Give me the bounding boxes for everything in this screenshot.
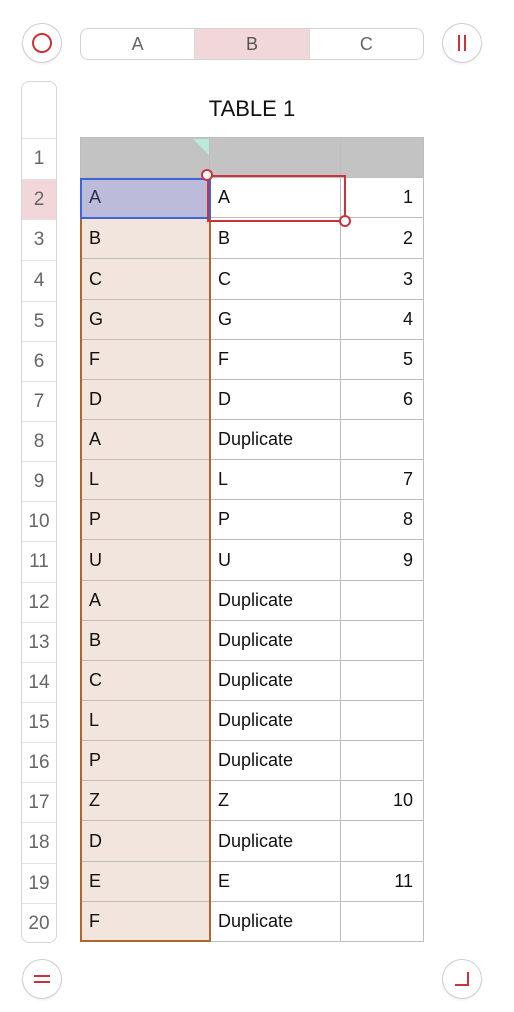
cell-a20[interactable]: F	[80, 902, 210, 942]
cell-c9[interactable]: 7	[341, 460, 424, 500]
table-grid	[80, 137, 425, 942]
cell-b5[interactable]: G	[210, 300, 341, 340]
row-number-9[interactable]: 9	[22, 461, 56, 501]
column-tab-c[interactable]: C	[359, 33, 373, 54]
cell-c15[interactable]	[341, 701, 424, 741]
cell-c14[interactable]	[341, 661, 424, 701]
add-column-button[interactable]	[442, 23, 482, 63]
row-handle-icon	[32, 971, 52, 987]
cell-b8[interactable]: Duplicate	[210, 420, 341, 460]
cell-a18[interactable]: D	[80, 821, 210, 862]
cell-b6[interactable]: F	[210, 340, 341, 380]
cell-a4[interactable]: C	[80, 259, 210, 300]
cell-a10[interactable]: P	[80, 500, 210, 540]
row-number-8[interactable]: 8	[22, 421, 56, 461]
row-number-4[interactable]: 4	[22, 260, 56, 301]
cell-c11[interactable]: 9	[341, 540, 424, 581]
selection-handle-bottom-right[interactable]	[339, 215, 351, 227]
cell-a15[interactable]: L	[80, 701, 210, 741]
row-number-11[interactable]: 11	[22, 541, 56, 582]
cell-a7[interactable]: D	[80, 380, 210, 420]
select-table-button[interactable]	[22, 23, 62, 63]
row-number-16[interactable]: 16	[22, 742, 56, 782]
selection-handle-top-left[interactable]	[201, 169, 213, 181]
row-number-18[interactable]: 18	[22, 822, 56, 863]
row-number-1[interactable]: 1	[22, 138, 56, 179]
cell-c6[interactable]: 5	[341, 340, 424, 380]
table-title[interactable]: TABLE 1	[208, 96, 296, 121]
cell-b4[interactable]: C	[210, 259, 341, 300]
cell-b11[interactable]: U	[210, 540, 341, 581]
circle-select-icon	[31, 32, 53, 54]
header-cell-b[interactable]	[210, 137, 341, 178]
cell-c8[interactable]	[341, 420, 424, 460]
cell-b2[interactable]: A	[210, 178, 341, 218]
row-number-20[interactable]: 20	[22, 903, 56, 943]
cell-c13[interactable]	[341, 621, 424, 661]
row-number-17[interactable]: 17	[22, 782, 56, 822]
resize-corner-icon	[452, 969, 472, 989]
column-tab-a[interactable]: A	[81, 29, 195, 59]
cell-a19[interactable]: E	[80, 862, 210, 902]
cell-c2[interactable]: 1	[341, 178, 424, 218]
cell-a13[interactable]: B	[80, 621, 210, 661]
cell-c17[interactable]: 10	[341, 781, 424, 821]
row-number-5[interactable]: 5	[22, 301, 56, 341]
row-number-3[interactable]: 3	[22, 219, 56, 260]
cell-a5[interactable]: G	[80, 300, 210, 340]
cell-c7[interactable]: 6	[341, 380, 424, 420]
cell-b16[interactable]: Duplicate	[210, 741, 341, 781]
cell-c3[interactable]: 2	[341, 218, 424, 259]
cell-c16[interactable]	[341, 741, 424, 781]
cell-b7[interactable]: D	[210, 380, 341, 420]
cell-a16[interactable]: P	[80, 741, 210, 781]
row-number-2[interactable]: 2	[22, 179, 56, 219]
cell-c20[interactable]	[341, 902, 424, 942]
cell-b3[interactable]: B	[210, 218, 341, 259]
row-number-10[interactable]: 10	[22, 501, 56, 541]
cell-a11[interactable]: U	[80, 540, 210, 581]
row-number-12[interactable]: 12	[22, 582, 56, 622]
cell-c18[interactable]	[341, 821, 424, 862]
header-cell-a[interactable]	[80, 137, 210, 178]
column-tab-b[interactable]: B	[195, 29, 309, 59]
cell-b18[interactable]: Duplicate	[210, 821, 341, 862]
add-row-button[interactable]	[22, 959, 62, 999]
row-number-7[interactable]: 7	[22, 381, 56, 421]
cell-a17[interactable]: Z	[80, 781, 210, 821]
filter-triangle-icon[interactable]	[193, 139, 209, 155]
cell-a8[interactable]: A	[80, 420, 210, 460]
row-header-bar	[21, 81, 57, 943]
row-number-19[interactable]: 19	[22, 863, 56, 903]
column-header-bar	[80, 28, 424, 60]
cell-c4[interactable]: 3	[341, 259, 424, 300]
row-number-6[interactable]: 6	[22, 341, 56, 381]
cell-c5[interactable]: 4	[341, 300, 424, 340]
resize-table-button[interactable]	[442, 959, 482, 999]
cell-b15[interactable]: Duplicate	[210, 701, 341, 741]
cell-c10[interactable]: 8	[341, 500, 424, 540]
cell-b19[interactable]: E	[210, 862, 341, 902]
row-number-14[interactable]: 14	[22, 662, 56, 702]
row-number-13[interactable]: 13	[22, 622, 56, 662]
cell-a2[interactable]: A	[80, 178, 210, 218]
cell-a9[interactable]: L	[80, 460, 210, 500]
cell-b10[interactable]: P	[210, 500, 341, 540]
cell-c12[interactable]	[341, 581, 424, 621]
cell-b13[interactable]: Duplicate	[210, 621, 341, 661]
row-number-15[interactable]: 15	[22, 702, 56, 742]
cell-b17[interactable]: Z	[210, 781, 341, 821]
cell-a3[interactable]: B	[80, 218, 210, 259]
cell-b14[interactable]: Duplicate	[210, 661, 341, 701]
column-handle-icon	[454, 33, 470, 53]
cell-c19[interactable]: 11	[341, 862, 424, 902]
header-cell-c[interactable]	[341, 137, 424, 178]
cell-a6[interactable]: F	[80, 340, 210, 380]
cell-a14[interactable]: C	[80, 661, 210, 701]
cell-b20[interactable]: Duplicate	[210, 902, 341, 942]
cell-a12[interactable]: A	[80, 581, 210, 621]
cell-b12[interactable]: Duplicate	[210, 581, 341, 621]
cell-b9[interactable]: L	[210, 460, 341, 500]
